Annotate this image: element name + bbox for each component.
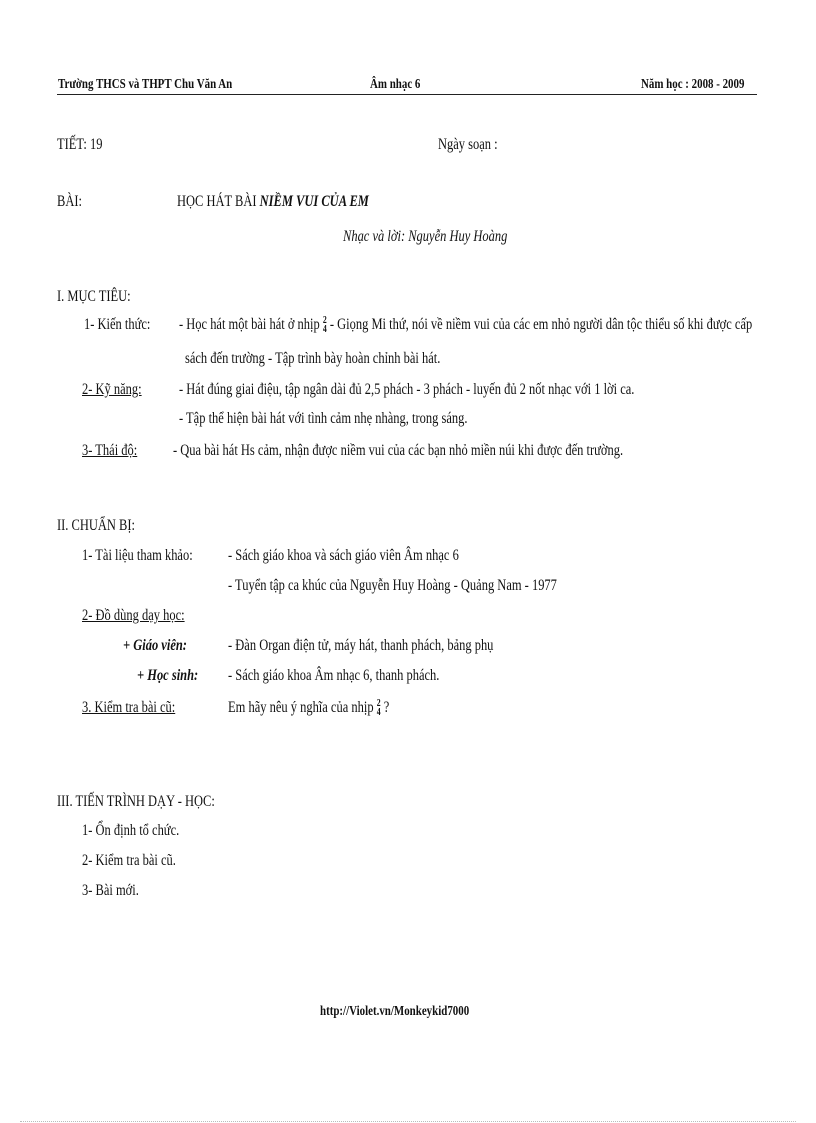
- header-divider: [57, 94, 757, 95]
- kiem-tra-label: 3. Kiểm tra bài cũ:: [82, 699, 176, 716]
- ky-nang-line1: - Hát đúng giai điệu, tập ngân dài đủ 2,5 phách - 3 phách - luyến đủ 2 nốt nhạc với 1 lời ca.: [179, 381, 635, 398]
- do-dung-label: 2- Đồ dùng dạy học:: [82, 607, 185, 624]
- kien-thuc-line2: sách đến trường - Tập trình bày hoàn chỉnh bài hát.: [185, 350, 441, 367]
- process-item-2: 2- Kiểm tra bài cũ.: [82, 852, 176, 869]
- tai-lieu-item-2: - Tuyển tập ca khúc của Nguyễn Huy Hoàng - Quảng Nam - 1977: [228, 577, 557, 594]
- kien-thuc-line1: - Học hát một bài hát ở nhịp 2 4 - Giọng Mi thứ, nói về niềm vui của các em nhỏ người dân tộc thiểu số khi được cấp: [179, 315, 753, 336]
- prep-date-label: Ngày soạn :: [438, 136, 498, 153]
- hoc-sinh-label: + Học sinh:: [137, 667, 199, 684]
- section2-heading: II. CHUẨN BỊ:: [57, 517, 135, 534]
- tai-lieu-item-1: - Sách giáo khoa và sách giáo viên Âm nhạc 6: [228, 547, 459, 564]
- thai-do-line: - Qua bài hát Hs cảm, nhận được niềm vui của các bạn nhỏ miền núi khi được đến trường.: [173, 442, 624, 459]
- section3-heading: III. TIẾN TRÌNH DẠY - HỌC:: [57, 793, 215, 810]
- time-signature-2-4: 2 4: [322, 315, 327, 336]
- page-bottom-edge: [20, 1121, 796, 1122]
- ky-nang-line2: - Tập thể hiện bài hát với tình cảm nhẹ nhàng, trong sáng.: [179, 410, 468, 427]
- process-item-1: 1- Ổn định tổ chức.: [82, 822, 180, 839]
- header-year: Năm học : 2008 - 2009: [641, 77, 745, 92]
- section1-heading: I. MỤC TIÊU:: [57, 288, 131, 305]
- giao-vien-text: - Đàn Organ điện tử, máy hát, thanh phách, bảng phụ: [228, 637, 494, 654]
- kien-thuc-label: 1- Kiến thức:: [84, 316, 151, 333]
- header-school: Trường THCS và THPT Chu Văn An: [58, 77, 233, 92]
- hoc-sinh-text: - Sách giáo khoa Âm nhạc 6, thanh phách.: [228, 667, 440, 684]
- lesson-label: BÀI:: [57, 193, 82, 210]
- song-title: NIỀM VUI CỦA EM: [259, 193, 369, 210]
- lesson-number: TIẾT: 19: [57, 136, 103, 153]
- tai-lieu-label: 1- Tài liệu tham khảo:: [82, 547, 193, 564]
- giao-vien-label: + Giáo viên:: [123, 637, 187, 654]
- header-subject: Âm nhạc 6: [370, 77, 421, 92]
- process-item-3: 3- Bài mới.: [82, 882, 139, 899]
- time-signature-2-4-question: 2 4: [376, 698, 381, 719]
- song-author: Nhạc và lời: Nguyễn Huy Hoàng: [343, 228, 508, 245]
- lesson-title: HỌC HÁT BÀI NIỀM VUI CỦA EM: [177, 193, 369, 210]
- kiem-tra-question: Em hãy nêu ý nghĩa của nhịp 2 4 ?: [228, 698, 390, 719]
- footer-link[interactable]: http://Violet.vn/Monkeykid7000: [320, 1004, 470, 1019]
- thai-do-label: 3- Thái độ:: [82, 442, 138, 459]
- ky-nang-label: 2- Kỹ năng:: [82, 381, 142, 398]
